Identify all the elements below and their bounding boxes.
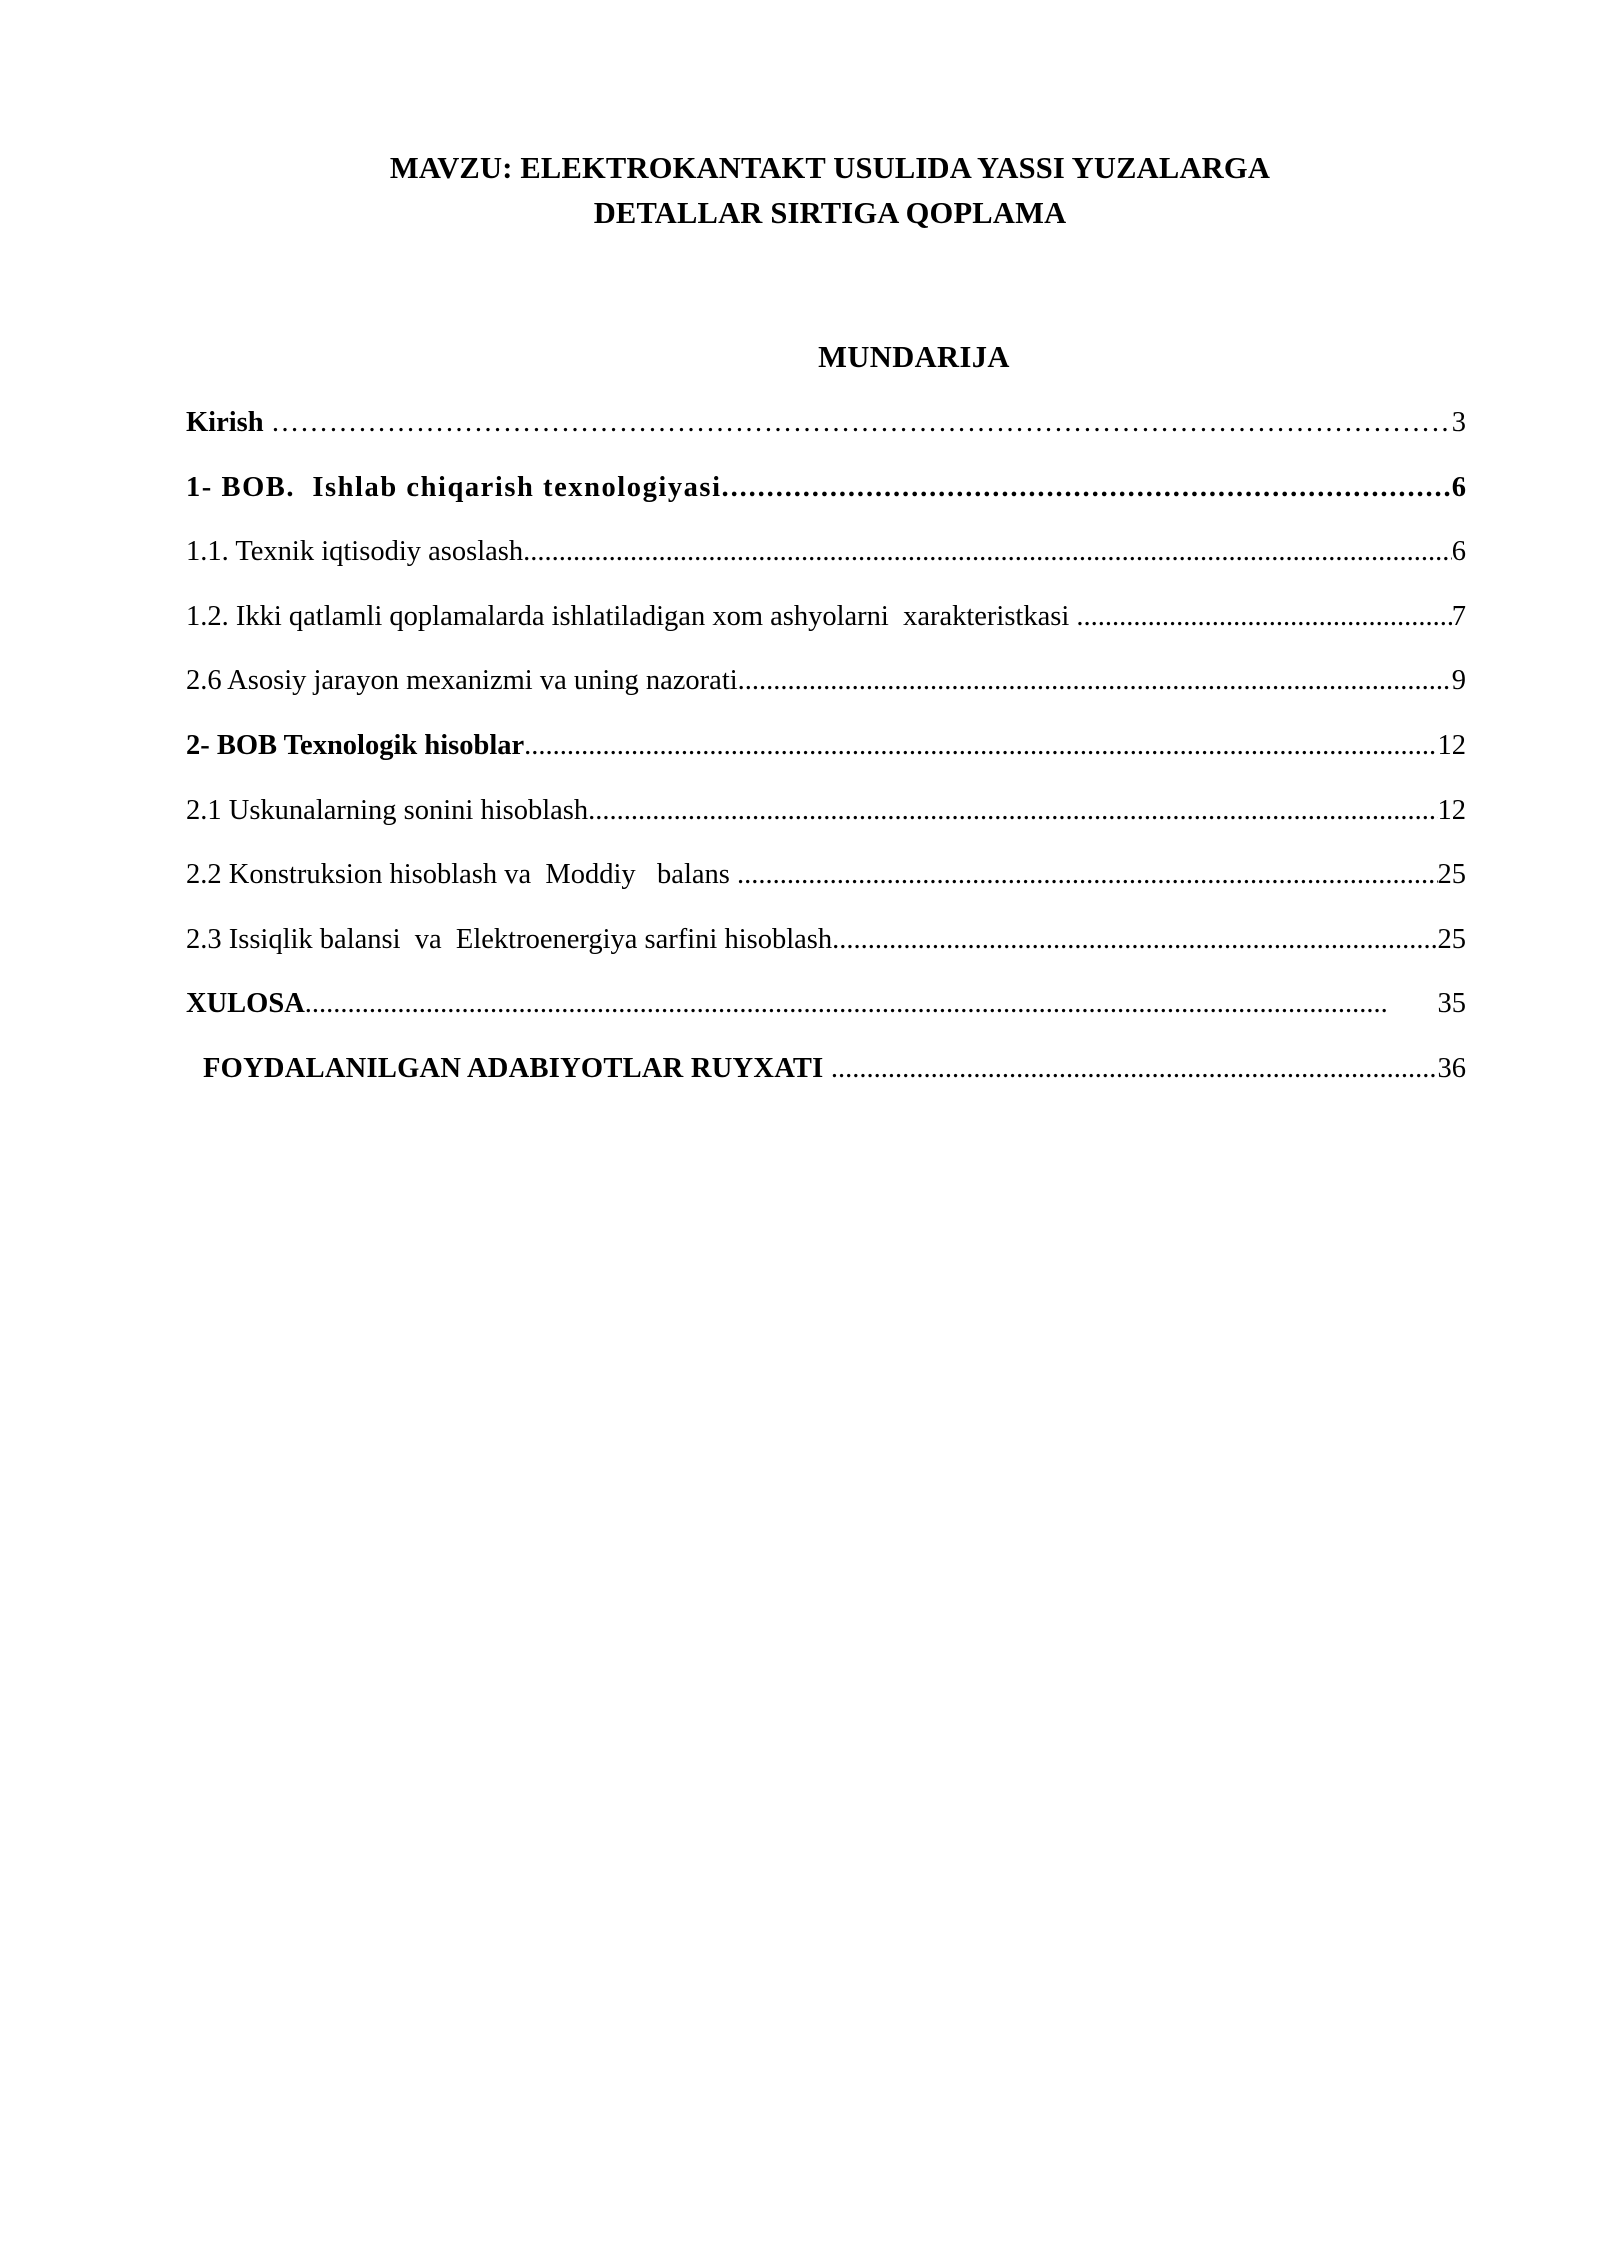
toc-entry-page: 35 (1437, 988, 1466, 1020)
toc-entry-kirish[interactable] (186, 404, 1466, 469)
toc-entry-references[interactable] (186, 1050, 1466, 1115)
toc-leader-dots (523, 533, 1452, 571)
toc-entry-page: 6 (1451, 471, 1466, 503)
toc-entry-page: 9 (1451, 665, 1466, 697)
toc-entry-2-3[interactable] (186, 921, 1466, 986)
toc-entry-page: 25 (1437, 859, 1466, 891)
toc-entry-page: 7 (1451, 600, 1466, 632)
toc-entry-label: FOYDALANILGAN ADABIYOTLAR RUYXATI (203, 1052, 831, 1084)
toc-entry-label: 2.2 Konstruksion hisoblash va Moddiy balans (186, 859, 737, 891)
toc-entry-page: 36 (1437, 1052, 1466, 1084)
toc-leader-dots (271, 404, 1452, 442)
toc-entry-2-6[interactable] (186, 662, 1466, 727)
table-of-contents (186, 404, 1466, 1115)
toc-entry-1-2[interactable] (186, 598, 1466, 663)
toc-entry-chapter-1[interactable] (186, 469, 1466, 534)
toc-entry-label: 2.3 Issiqlik balansi va Elektroenergiya sarfini hisoblash (186, 923, 833, 955)
toc-leader-dots (722, 469, 1452, 507)
toc-entry-page: 12 (1437, 729, 1466, 761)
toc-entry-page: 12 (1437, 794, 1466, 826)
title-line-1: MAVZU: ELEKTROKANTAKT USULIDA YASSI YUZALARGA (389, 151, 1271, 185)
toc-entry-page: 6 (1451, 536, 1466, 568)
toc-leader-dots (831, 1050, 1438, 1088)
toc-entry-page: 25 (1437, 923, 1466, 955)
toc-entry-label: 2.1 Uskunalarning sonini hisoblash (186, 794, 589, 826)
toc-entry-label: XULOSA (186, 988, 305, 1020)
toc-leader-dots (588, 792, 1437, 830)
toc-leader-dots (737, 856, 1438, 894)
toc-leader-dots (738, 662, 1452, 700)
toc-entry-2-2[interactable] (186, 856, 1466, 921)
toc-entry-2-1[interactable] (186, 792, 1466, 857)
toc-entry-chapter-2[interactable] (186, 727, 1466, 792)
toc-leader-dots (832, 921, 1437, 959)
document-title (190, 146, 1470, 236)
toc-entry-page: 3 (1451, 407, 1466, 438)
toc-entry-conclusion[interactable] (186, 985, 1466, 1050)
toc-leader-dots (524, 727, 1437, 765)
toc-entry-label: 2.6 Asosiy jarayon mexanizmi va uning nazorati (186, 665, 738, 697)
title-line-2: DETALLAR SIRTIGA QOPLAMA (593, 196, 1067, 230)
toc-entry-label: 1- BOB. Ishlab chiqarish texnologiyasi (186, 471, 722, 503)
toc-entry-label: 2- BOB Texnologik hisoblar (186, 729, 525, 761)
toc-leader-dots (305, 985, 1438, 1023)
toc-leader-dots (1076, 598, 1451, 636)
toc-heading: MUNDARIJA (818, 340, 1010, 374)
toc-entry-label: 1.2. Ikki qatlamli qoplamalarda ishlatiladigan xom ashyolarni xarakteristkasi (186, 600, 1077, 632)
toc-entry-label: 1.1. Texnik iqtisodiy asoslash (186, 536, 524, 568)
toc-entry-label: Kirish (186, 407, 271, 438)
toc-entry-1-1[interactable] (186, 533, 1466, 598)
